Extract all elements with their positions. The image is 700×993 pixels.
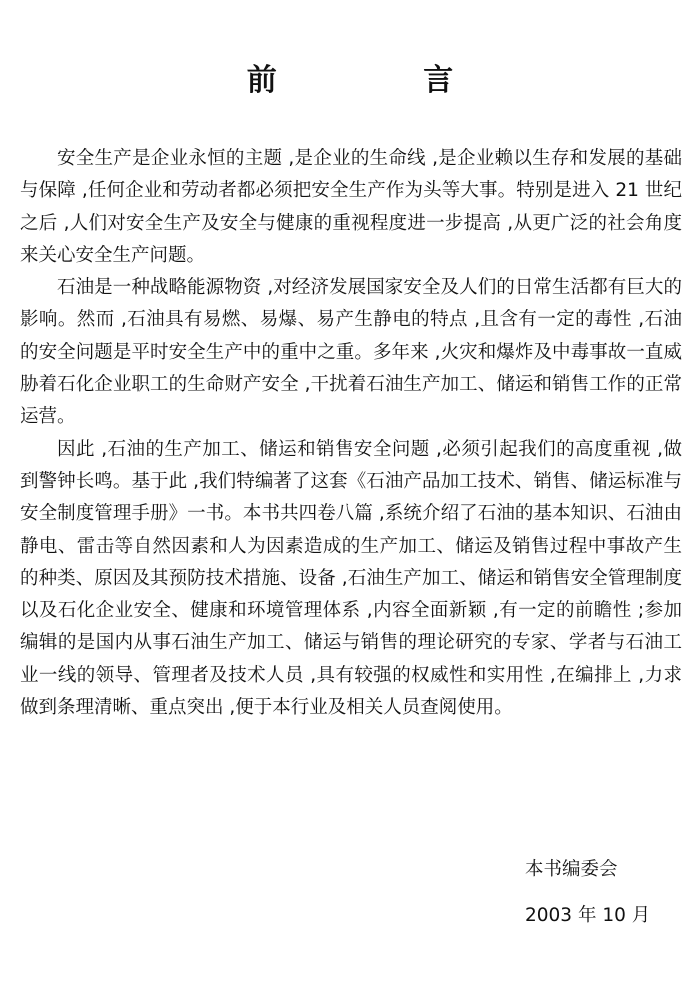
signature-block (525, 854, 650, 932)
paragraph-1: 安全生产是企业永恒的主题 ,是企业的生命线 ,是企业赖以生存和发展的基础与保障 ,任何企业和劳动者都必须把安全生产作为头等大事。特别是进入 21 世纪之后 ,人们对安全生产及安全与健康的重视程度进一步提高 ,从更广泛的社会角度来关心安全生产问题。 (20, 148, 682, 266)
signature-author: 本书编委会 (525, 859, 618, 880)
signature-date: 2003 年 10 月 (525, 905, 651, 926)
paragraph-3: 因此 ,石油的生产加工、储运和销售安全问题 ,必须引起我们的高度重视 ,做到警钟长鸣。基于此 ,我们特编著了这套《石油产品加工技术、销售、储运标准与安全制度管理手册》一书。本书共四卷八篇 ,系统介绍了石油的基本知识、石油由静电、雷击等自然因素和人为因素造成的生产加工、储运及销售过程中事故产生的种类、原因及其预防技术措施、设备 ,石油生产加工、储运和销售安全管理制度以及石化企业安全、健康和环境管理体系 ,内容全面新颖 ,有一定的前瞻性 ;参加编辑的是国内从事石油生产加工、储运与销售的理论研究的专家、学者与石油工业一线的领导、管理者及技术人员 ,具有较强的权威性和实用性 ,在编排上 ,力求做到条理清晰、重点突出 ,便于本行业及相关人员查阅使用。 (20, 438, 682, 719)
paragraph-2: 石油是一种战略能源物资 ,对经济发展国家安全及人们的日常生活都有巨大的影响。然而 ,石油具有易燃、易爆、易产生静电的特点 ,且含有一定的毒性 ,石油的安全问题是平时安全生产中的重中之重。多年来 ,火灾和爆炸及中毒事故一直威胁着石化企业职工的生命财产安全 ,干扰着石油生产加工、储运和销售工作的正常运营。 (20, 277, 682, 428)
page-title: 前 言 (246, 63, 522, 98)
preface-body (20, 143, 682, 724)
